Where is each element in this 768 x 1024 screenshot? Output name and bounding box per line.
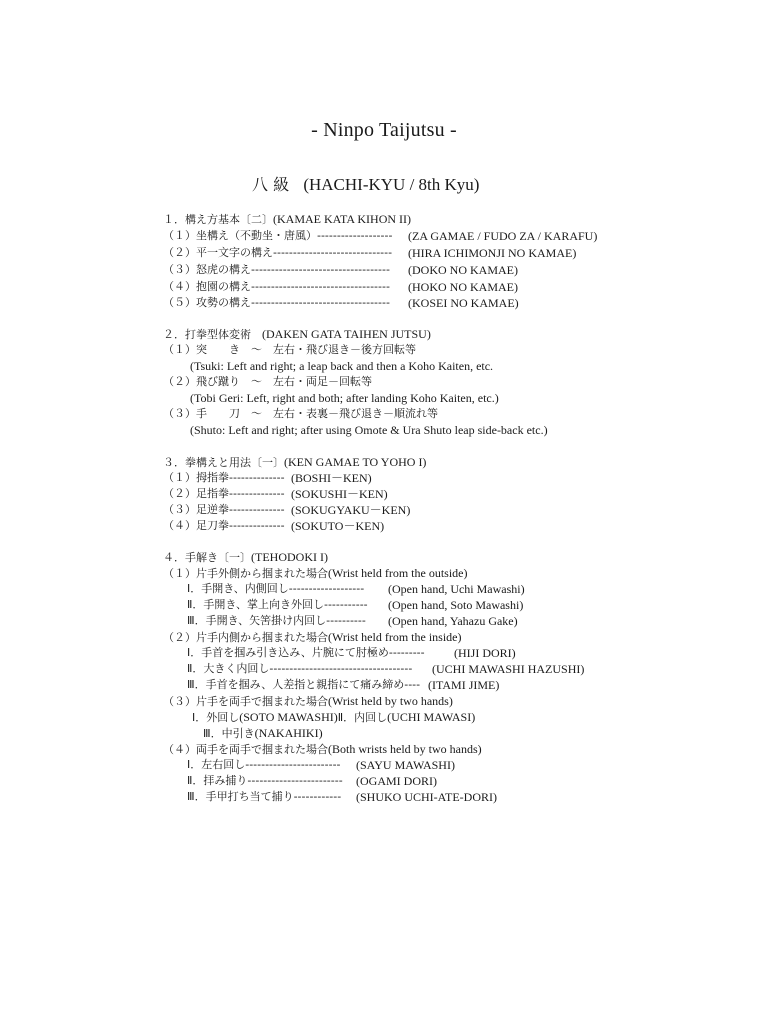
list-item: Ⅲ．手首を掴み、人差指と親指にて痛み締め---- (ITAMI JIME)	[187, 678, 500, 692]
page-title: - Ninpo Taijutsu -	[311, 119, 457, 141]
section-heading-jp: ４．手解き〔一〕	[163, 551, 251, 564]
section-heading-en: (TEHODOKI I)	[251, 550, 328, 564]
item-jp: （５）攻勢の構え-----------------------------------	[163, 296, 390, 309]
item-jp: （２）平一文字の構え------------------------------	[163, 246, 393, 259]
list-item: （２）足指拳-------------- (SOKUSHI－KEN)	[163, 487, 388, 501]
list-item: Ⅰ．手開き、内側回し------------------- (Open hand, Uchi Mawashi)	[187, 582, 525, 596]
list-item: Ⅰ．外回し(SOTO MAWASHI)Ⅱ．内回し(UCHI MAWASI)	[192, 710, 476, 724]
group-heading: （１）片手外側から掴まれた場合(Wrist held from the outside)	[163, 566, 468, 580]
item-jp: （１）坐構え（不動坐・唐風）-------------------	[163, 229, 393, 242]
grade-kanji: 八 級	[252, 175, 290, 194]
list-item	[163, 296, 519, 310]
grade-heading	[252, 172, 479, 195]
list-item: Ⅱ．拝み捕り------------------------ (OGAMI DORI)	[187, 774, 437, 788]
group-heading: （４）両手を両手で掴まれた場合(Both wrists held by two hands)	[163, 742, 482, 756]
section-heading-en: (KEN GAMAE TO YOHO I)	[284, 455, 427, 469]
list-item-note: (Tsuki: Left and right; a leap back and then a Koho Kaiten, etc.	[190, 359, 494, 373]
list-item: （１）突 き ～ 左右・飛び退き－後方回転等	[163, 343, 416, 356]
list-item	[163, 263, 518, 277]
list-item: Ⅰ．手首を掴み引き込み、片腕にて肘極め--------- (HIJI DORI)	[187, 646, 516, 660]
list-item: Ⅱ．手開き、掌上向き外回し----------- (Open hand, Soto Mawashi)	[187, 598, 524, 612]
section-2-heading	[163, 327, 431, 342]
list-item: Ⅲ．手甲打ち当て捕り------------ (SHUKO UCHI-ATE-DORI)	[187, 790, 497, 804]
grade-label: (HACHI-KYU / 8th Kyu)	[303, 175, 480, 194]
list-item: Ⅱ．大きく内回し------------------------------------ (UCHI MAWASHI HAZUSHI)	[187, 662, 585, 676]
section-heading-jp: ３．拳構えと用法〔一〕	[163, 456, 284, 469]
section-heading-jp: １．構え方基本〔二〕	[163, 213, 273, 226]
section-heading-en: (KAMAE KATA KIHON II)	[273, 212, 412, 226]
item-en: (HIRA ICHIMONJI NO KAMAE)	[408, 246, 577, 260]
section-1-heading	[163, 212, 411, 227]
group-heading: （３）片手を両手で掴まれた場合(Wrist held by two hands)	[163, 694, 453, 708]
list-item: （１）拇指拳-------------- (BOSHI－KEN)	[163, 471, 372, 485]
item-en: (HOKO NO KAMAE)	[408, 280, 518, 294]
list-item	[163, 246, 577, 260]
list-item: （２）飛び蹴り ～ 左右・両足－回転等	[163, 375, 372, 388]
list-item	[163, 280, 518, 294]
list-item	[163, 229, 598, 243]
item-en: (KOSEI NO KAMAE)	[408, 296, 519, 310]
group-heading: （２）片手内側から掴まれた場合(Wrist held from the inside)	[163, 630, 462, 644]
list-item: Ⅰ．左右回し------------------------ (SAYU MAWASHI)	[187, 758, 455, 772]
list-item: Ⅲ．手開き、矢筈掛け内回し---------- (Open hand, Yahazu Gake)	[187, 614, 518, 628]
list-item: （３）手 刀 ～ 左右・表裏－飛び退き－順流れ等	[163, 407, 438, 420]
section-4-heading	[163, 550, 328, 565]
item-jp: （３）怒虎の構え-----------------------------------	[163, 263, 390, 276]
list-item-note: (Tobi Geri: Left, right and both; after landing Koho Kaiten, etc.)	[190, 391, 499, 405]
list-item: Ⅲ．中引き(NAKAHIKI)	[203, 726, 323, 740]
list-item: （４）足刀拳-------------- (SOKUTO－KEN)	[163, 519, 385, 533]
item-jp: （４）抱園の構え-----------------------------------	[163, 280, 390, 293]
list-item: （３）足逆拳-------------- (SOKUGYAKU－KEN)	[163, 503, 411, 517]
list-item-note: (Shuto: Left and right; after using Omote & Ura Shuto leap side-back etc.)	[190, 423, 548, 437]
section-3-heading	[163, 455, 426, 470]
item-en: (DOKO NO KAMAE)	[408, 263, 518, 277]
item-en: (ZA GAMAE / FUDO ZA / KARAFU)	[408, 229, 598, 243]
section-heading-en: (DAKEN GATA TAIHEN JUTSU)	[262, 327, 431, 341]
section-heading-jp: ２．打拳型体変術	[163, 328, 262, 341]
